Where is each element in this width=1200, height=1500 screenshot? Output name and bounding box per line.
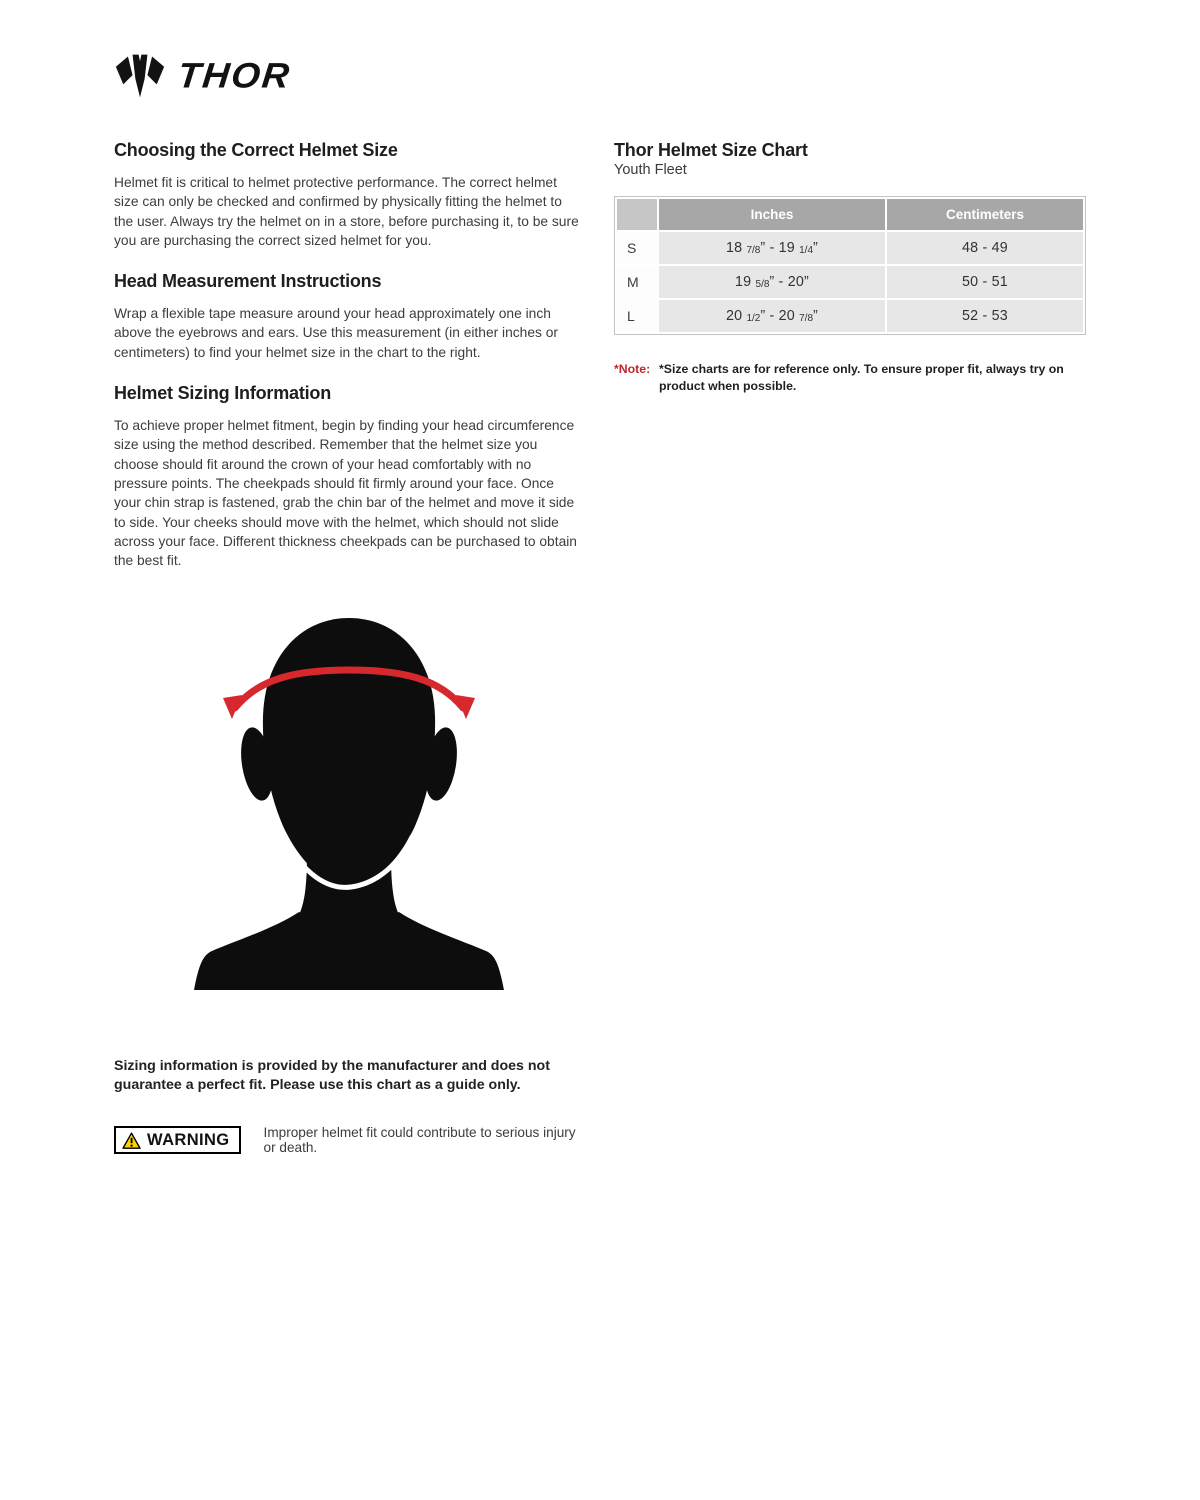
size-label: M <box>617 266 657 298</box>
section-head-measurement <box>114 271 584 362</box>
warning-row <box>114 1125 584 1155</box>
note-text: *Size charts are for reference only. To ensure proper fit, always try on product when possible. <box>659 362 1064 393</box>
head-measurement-diagram <box>179 604 519 1004</box>
size-label: L <box>617 300 657 332</box>
inches-value: 20 1/2” - 20 7/8” <box>659 300 885 332</box>
thor-wordmark: THOR <box>175 55 293 96</box>
centimeters-value: 52 - 53 <box>887 300 1083 332</box>
warning-badge <box>114 1126 241 1154</box>
section-heading: Head Measurement Instructions <box>114 271 382 292</box>
section-choosing-size <box>114 140 584 250</box>
shoulders-shape <box>194 912 504 990</box>
inches-column-header: Inches <box>659 199 885 230</box>
reference-note <box>614 361 1074 395</box>
size-chart-title: Thor Helmet Size Chart <box>614 140 808 160</box>
size-row-m <box>617 266 1083 298</box>
section-body: Helmet fit is critical to helmet protective performance. The correct helmet size can only be checked and confirmed by physically fitting the helmet to the user. Always try the helmet on in a store, before purchasing it, to be sure you are purchasing the correct sized helmet for you. <box>114 175 579 248</box>
section-body: To achieve proper helmet fitment, begin by finding your head circumference size using the method described. Remember that the helmet size you choose should fit around the crown of your head comfortably with no pressure points. The cheekpads should fit firmly around your face. Once your chin strap is fastened, grab the chin bar of the helmet and move it side to side. Your cheeks should move with the helmet, which should not slide across your face. Different thickness cheekpads can be purchased to obtain the best fit. <box>114 418 577 569</box>
size-table-header <box>617 199 1083 230</box>
section-sizing-information <box>114 383 584 570</box>
centimeters-column-header: Centimeters <box>887 199 1083 230</box>
size-row-l <box>617 300 1083 332</box>
size-row-s <box>617 232 1083 264</box>
section-body: Wrap a flexible tape measure around your head approximately one inch above the eyebrows and ears. Use this measurement (in either inches or centimeters) to find your helmet size in the chart to the right. <box>114 306 559 360</box>
section-heading: Choosing the Correct Helmet Size <box>114 140 398 160</box>
thor-logo <box>114 52 291 100</box>
warning-triangle-icon <box>122 1132 141 1149</box>
warning-text: Improper helmet fit could contribute to serious injury or death. <box>263 1125 576 1156</box>
section-heading: Helmet Sizing Information <box>114 383 332 404</box>
thor-horns-icon <box>114 52 166 100</box>
centimeters-value: 50 - 51 <box>887 266 1083 298</box>
size-chart-subtitle: Youth Fleet <box>614 162 687 178</box>
size-table-body <box>617 232 1083 332</box>
size-label: S <box>617 232 657 264</box>
right-column <box>614 140 1086 395</box>
inches-value: 18 7/8” - 19 1/4” <box>659 232 885 264</box>
helmet-size-table <box>614 196 1086 335</box>
manufacturer-disclaimer: Sizing information is provided by the manufacturer and does not guarantee a perfect fit. Please use this chart as a guide only. <box>114 1058 550 1093</box>
centimeters-value: 48 - 49 <box>887 232 1083 264</box>
warning-label: WARNING <box>147 1130 230 1149</box>
left-column <box>114 140 584 1155</box>
inches-value: 19 5/8” - 20” <box>659 266 885 298</box>
corner-header-cell <box>617 199 657 230</box>
note-label: *Note: <box>614 362 651 376</box>
